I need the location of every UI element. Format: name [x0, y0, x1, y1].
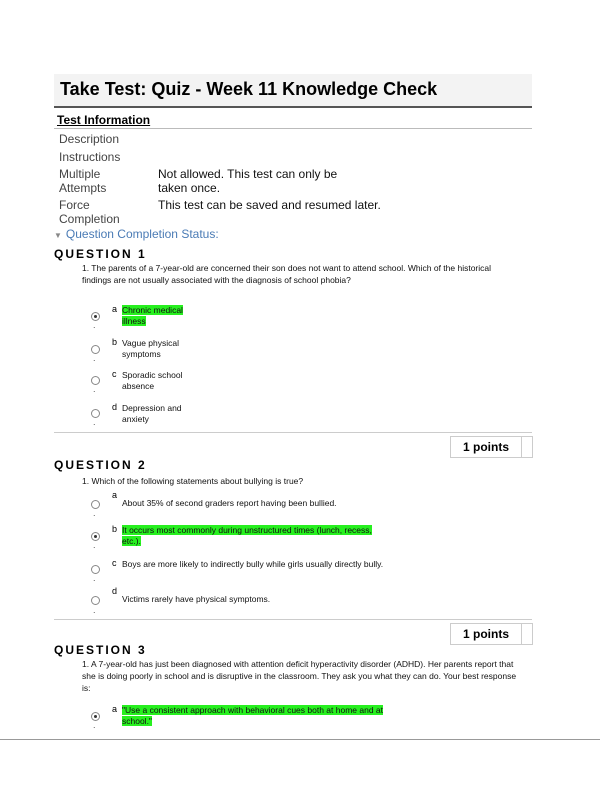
page-bottom-rule: [0, 739, 600, 740]
question-2-heading: QUESTION 2: [54, 458, 147, 472]
divider: [54, 432, 532, 433]
q2-option-d-radio[interactable]: [91, 596, 100, 605]
q2-option-d-letter: d: [112, 586, 118, 596]
radio-dot: .: [93, 384, 96, 394]
radio-dot: .: [93, 353, 96, 363]
q1-option-a-text: [122, 305, 196, 327]
page-title: Take Test: Quiz - Week 11 Knowledge Check: [60, 79, 438, 99]
completion-status-label: Question Completion Status:: [65, 227, 219, 241]
title-bar: [54, 74, 532, 108]
radio-dot: .: [93, 508, 96, 518]
q3-option-a-letter: a: [112, 704, 118, 714]
radio-dot: .: [93, 573, 96, 583]
question-3-text: 1. A 7-year-old has just been diagnosed with attention deficit hyperactivity disorder (ADHD). Her parents report that she is doing poorly in school and is disruptive in the classroom. They ask you what they can do. Your best response is:: [82, 659, 517, 693]
q2-option-c-letter: c: [112, 558, 117, 568]
divider: [54, 128, 532, 129]
info-label-force-completion: Force Completion: [59, 198, 120, 226]
answer-highlight: It occurs most commonly during unstructured times (lunch, recess, etc.).: [122, 525, 372, 546]
info-label-instructions: Instructions: [59, 150, 121, 164]
q2-option-a-letter: a: [112, 490, 118, 500]
q1-option-a-letter: a: [112, 304, 118, 314]
q1-option-d-text: Depression and anxiety: [122, 403, 182, 424]
divider: [54, 619, 532, 620]
question-1-text: 1. The parents of a 7-year-old are concerned their son does not want to attend school. Which of the historical findings are not usually associated with the diagnosis of school phobia?: [82, 263, 492, 285]
q2-option-b-letter: b: [112, 524, 118, 534]
expand-triangle-icon: ▼: [54, 231, 62, 240]
radio-dot: .: [93, 605, 96, 615]
question-2-points: 1 points: [450, 623, 522, 645]
question-completion-status[interactable]: [54, 227, 219, 241]
q2-option-b-text: [122, 525, 392, 547]
test-information-heading[interactable]: Test Information: [57, 113, 151, 127]
question-3-heading: QUESTION 3: [54, 643, 147, 657]
points-box-side: [520, 436, 533, 458]
points-box-side: [520, 623, 533, 645]
radio-dot: .: [93, 320, 96, 330]
radio-dot: .: [93, 540, 96, 550]
question-1-heading: QUESTION 1: [54, 247, 147, 261]
q2-option-d-text: Victims rarely have physical symptoms.: [122, 594, 271, 604]
info-value-multiple-attempts: Not allowed. This test can only be taken once.: [158, 167, 338, 195]
info-label-description: Description: [59, 132, 120, 146]
answer-highlight: "Use a consistent approach with behavioral cues both at home and at school.": [122, 705, 384, 726]
q2-option-c-text: Boys are more likely to indirectly bully while girls usually directly bully.: [122, 559, 384, 569]
question-1-points: 1 points: [450, 436, 522, 458]
q1-option-c-letter: c: [112, 369, 117, 379]
answer-highlight: Chronic medical illness: [122, 305, 183, 326]
q3-option-a-text: [122, 705, 412, 727]
q2-option-a-text: About 35% of second graders report having been bullied.: [122, 498, 337, 508]
info-value-force-completion: This test can be saved and resumed later.: [158, 198, 381, 212]
q1-option-d-letter: d: [112, 402, 118, 412]
q1-option-c-text: Sporadic school absence: [122, 370, 183, 391]
q1-option-b-text: Vague physical symptoms: [122, 338, 180, 359]
radio-dot: .: [93, 417, 96, 427]
radio-dot: .: [93, 720, 96, 730]
info-label-multiple-attempts: Multiple Attempts: [59, 167, 107, 195]
question-2-text: 1. Which of the following statements about bullying is true?: [82, 476, 304, 486]
q1-option-b-letter: b: [112, 337, 118, 347]
